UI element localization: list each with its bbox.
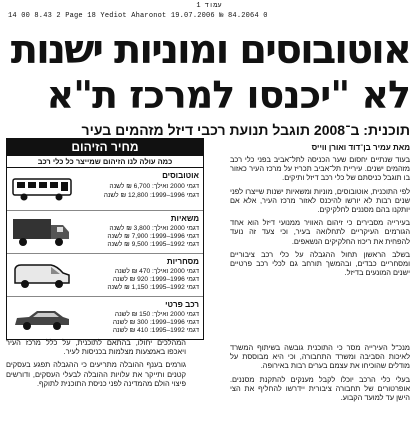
category-row: דגמי 1996–1999: 300 ₪ לשנה: [112, 319, 199, 326]
van-icon: [11, 261, 75, 291]
subheadline: תוכנית: ב־2008 תוגבל תנועת רכבי דיזל מזהמים בעיר: [81, 122, 410, 138]
headline-line-2: לא "יכנסו למרכז ת"א: [46, 73, 410, 117]
category-row: דגמי 1996–1999: 12,800 ₪ לשנה: [103, 192, 199, 199]
category-label: מסחריות: [166, 257, 199, 266]
page-number: עמוד 1: [196, 2, 222, 10]
bus-icon: [11, 176, 75, 202]
category-row: דגמי 2000 ואילך: 3,800 ₪ לשנה: [109, 225, 199, 232]
category-label: רכב פרטי: [165, 300, 199, 309]
category-row: דגמי 1992–1995: 9,500 ₪ לשנה: [107, 241, 199, 248]
category-private-cars: [7, 297, 203, 339]
article-column-right: [230, 155, 410, 338]
paragraph: גורמים בענף ההובלה מתריעים כי ההגבלה תפגע בעסקים קטנים ותייקר את עלויות ההובלה לבעלי העסקים, ודורשים פיצוי הולם מהמדינה לפני כניסת התוכנית לתוקף.: [6, 360, 186, 388]
paragraph: בעוד שנתיים יחסום שער הכניסה לתל־אביב בפני כלי רכב מזהמים ישנים. עיריית תל־אביב תכריז על מרכז העיר כאזור בו תוגבל כניסתם של כלי רכב דיזל ותיקים.: [230, 155, 410, 183]
paragraph: בשלב הראשון תחול ההגבלה על כלי רכב ציבוריים ומסחריים כבדים, ובהמשך תורחב גם לכלי רכב פרטיים ישנים המונעים בדיזל.: [230, 249, 410, 278]
category-trucks: [7, 211, 203, 254]
paragraph: לפי התוכנית, אוטובוסים, מוניות ומשאיות ישנות שייצרו לפני שנים רבות לא יורשו להיכנס לאזור מרכז העיר, אלא אם יותקנו בהם מסננים לחלקיקים.: [230, 186, 410, 215]
car-icon: [11, 307, 75, 333]
paragraph: מנכ"ל העירייה מסר כי התוכנית גובשה בשיתוף המשרד לאיכות הסביבה ומשרד התחבורה, וכי היא מבוססת על מודלים שהוכיחו את עצמם בערים רבות באירופה.: [230, 343, 410, 371]
sidebar-title: מחיר הזיהום: [7, 139, 203, 156]
article-column-left: [6, 338, 186, 446]
fax-header: 14 00 8.43 2 Page 18 Yediot Aharonot 19.07.2006 № 84.2064 0: [8, 12, 268, 20]
paragraph: המהלכים יחולו, בהתאם לתוכנית, על כלל מרכז העיר ויאכפו באמצעות מצלמות בכניסות לעיר.: [6, 338, 186, 357]
paragraph: בעלי כלי הרכב יוכלו לקבל מענקים להתקנת מסננים. אופרטורים של תחבורה ציבורית יידרשו להחליף את הצי הישן עד למועד הקבוע.: [230, 374, 410, 403]
category-buses: [7, 168, 203, 211]
category-row: דגמי 1996–1999: 920 ₪ לשנה: [112, 276, 199, 283]
category-row: דגמי 2000 ואילך: 6,700 ₪ לשנה: [109, 183, 199, 190]
truck-icon: [11, 217, 75, 249]
category-row: דגמי 2000 ואילך: 470 ₪ לשנה: [114, 268, 199, 275]
category-row: דגמי 1992–1995: 1,150 ₪ לשנה: [107, 284, 199, 291]
headline-line-1: אוטובוסים ומוניות ישנות: [10, 27, 410, 73]
pollution-cost-sidebar: [6, 138, 204, 340]
category-label: משאיות: [170, 214, 199, 223]
byline: מאת עמיר בן־דוד ואורן ווייס: [311, 143, 410, 152]
category-row: דגמי 1996–1999: 7,900 ₪ לשנה: [107, 233, 199, 240]
paragraph: בעירייה מסבירים כי זיהום האוויר ממנועי דיזל הוא אחד הגורמים העיקריים לתחלואה בעיר, וכי צעד זה נועד להפחית את ריכוז החלקיקים הנשאפים.: [230, 218, 410, 246]
category-row: דגמי 1992–1995: 410 ₪ לשנה: [112, 327, 199, 334]
category-label: אוטובוסים: [162, 171, 199, 180]
category-vans: [7, 254, 203, 297]
category-row: דגמי 2000 ואילך: 150 ₪ לשנה: [114, 311, 199, 318]
sidebar-subtitle: כמה עולה לנו הזיהום שמייצר כל כלי רכב: [7, 156, 203, 168]
article-column-right-bottom: [230, 343, 410, 446]
